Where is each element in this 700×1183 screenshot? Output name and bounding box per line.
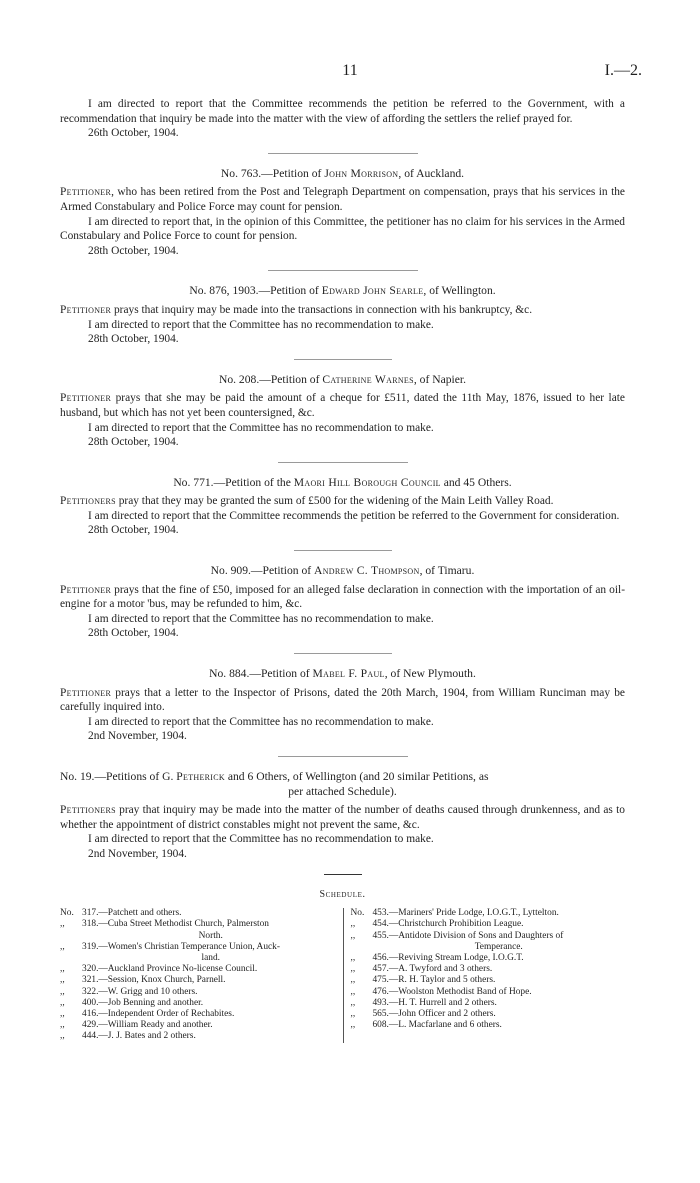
petition-summary: Petitioner prays that she may be paid the amount of a cheque for £511, dated the 11th May, 1876, issued to her late husband, but which has not yet been countersigned, &c. [60,392,625,419]
schedule-entry [350,998,625,1009]
schedule-entry-text: 319.—Women's Christian Temperance Union, Auck- land. [82,941,280,963]
petition-heading: No. 208.—Petition of Catherine Warnes, of Napier. [218,372,467,386]
petitioner-name: Edward John Searle [321,284,424,298]
schedule-entry-mark: No. [350,908,365,919]
section-divider [278,462,408,463]
petition-summary: Petitioners pray that inquiry may be made into the matter of the number of deaths caused through drunkenness, and as to whether the appointment of district constables might not prevent the same, &c. [60,804,625,831]
schedule-entry [60,975,339,986]
schedule-entry-mark: ,, [350,952,356,963]
schedule-entry-text: 320.—Auckland Province No-license Council. [82,964,258,975]
schedule-entry-mark: ,, [350,1020,356,1031]
section-divider [294,653,392,654]
page-reference: I.—2. [604,62,642,79]
page-number: 11 [342,62,358,79]
schedule-entry [60,998,339,1009]
petition-heading: No. 19.—Petitions of G. Petherick and 6 Others, of Wellington (and 20 similar Petitions, as per attached Schedule). [60,770,489,798]
schedule-entry [350,1009,625,1020]
petition-summary: Petitioner, who has been retired from the Post and Telegraph Department on compensation, prays that his services in the Armed Constabulary and Police Force may count for pension. [60,186,625,213]
petition-heading: No. 884.—Petition of Mabel F. Paul, of New Plymouth. [209,667,476,681]
report-paragraph: I am directed to report that the Committee has no recommendation to make. [88,318,434,331]
schedule-entry-mark: ,, [350,930,356,941]
schedule-entry-mark: ,, [350,1008,356,1019]
schedule-entry-mark: No. [60,908,74,919]
schedule-entry [350,908,625,919]
schedule-entry [60,987,339,998]
petition-section [60,167,625,259]
report-paragraph: I am directed to report that the Committee has no recommendation to make. [88,612,434,625]
schedule-entry-text: 322.—W. Grigg and 10 others. [82,986,198,997]
report-date: 26th October, 1904. [88,127,179,140]
petitioner-name: Maori Hill Borough Council [293,475,441,489]
schedule-title: Schedule. [319,888,366,900]
schedule-entry-mark: ,, [350,919,356,930]
schedule-entry-text: 565.—John Officer and 2 others. [372,1008,496,1019]
schedule-entry-text: 456.—Reviving Stream Lodge, I.O.G.T. [372,952,524,963]
petition-summary: Petitioners pray that they may be granted the sum of £500 for the widening of the Main Leith Valley Road. [60,495,554,508]
petition-section [60,770,625,862]
petition-section [60,476,625,538]
schedule-entry-text: 444.—J. J. Bates and 2 others. [82,1031,196,1042]
report-date: 2nd November, 1904. [88,730,187,743]
schedule-entry-text: 455.—Antidote Division of Sons and Daughters of Temperance. [372,930,564,952]
petition-section [60,97,625,141]
schedule-right-column [344,908,625,1042]
schedule-entry-text: 321.—Session, Knox Church, Parnell. [82,975,226,986]
schedule-entry-text: 475.—R. H. Taylor and 5 others. [372,975,496,986]
schedule-entry-text: 317.—Patchett and others. [82,908,182,919]
section-divider [324,874,362,875]
petition-heading: No. 763.—Petition of John Morrison, of Auckland. [220,166,465,180]
report-paragraph: I am directed to report that the Committee recommends the petition be referred to the Government for consideration. [88,509,620,522]
section-divider [294,550,392,551]
schedule-entry-text: 608.—L. Macfarlane and 6 others. [372,1020,502,1031]
report-date: 28th October, 1904. [88,244,179,257]
schedule-entry-text: 454.—Christchurch Prohibition League. [372,919,524,930]
report-paragraph: I am directed to report that the Committee has no recommendation to make. [88,715,434,728]
report-paragraph: I am directed to report that the Committee recommends the petition be referred to the Government, with a recommendation that inquiry be made into the matter with the view of affording the settlers the relief prayed for. [60,98,625,125]
schedule-entry-mark: ,, [60,1020,65,1031]
report-paragraph: I am directed to report that the Committee has no recommendation to make. [88,833,434,846]
schedule-entry [350,931,625,953]
schedule-entry [350,964,625,975]
schedule-left-column [60,908,344,1042]
section-divider [294,359,392,360]
report-date: 2nd November, 1904. [88,847,187,860]
schedule-entry-mark: ,, [60,975,65,986]
schedule-entry-text: 453.—Mariners' Pride Lodge, I.O.G.T., Lyttelton. [372,908,559,919]
petition-section [60,373,625,450]
schedule-entry [60,1020,339,1031]
report-date: 28th October, 1904. [88,524,179,537]
schedule-entry-text: 476.—Woolston Methodist Band of Hope. [372,986,532,997]
schedule-entry-mark: ,, [350,986,356,997]
schedule-table [60,908,625,1042]
schedule-entry-text: 416.—Independent Order of Rechabites. [82,1008,235,1019]
petitioner-name: Andrew C. Thompson [314,564,420,578]
document-body [60,97,625,1043]
petition-heading: No. 909.—Petition of Andrew C. Thompson, of Timaru. [210,564,475,578]
schedule-entry [350,919,625,930]
schedule-entry-text: 400.—Job Benning and another. [82,997,204,1008]
schedule-entry-mark: ,, [60,919,65,930]
petition-section [60,667,625,744]
petition-summary: Petitioner prays that the fine of £50, imposed for an alleged false declaration in connection with the importation of an oil-engine for a motor 'bus, may be refunded to him, &c. [60,583,625,611]
schedule-entry [60,964,339,975]
schedule-entry-text: 318.—Cuba Street Methodist Church, Palmerston North. [82,919,269,941]
schedule-entry [60,1009,339,1020]
petition-section [60,284,625,346]
schedule-entry [350,1020,625,1031]
petitioner-name: Petherick [176,770,225,783]
petitioner-name: Catherine Warnes [322,372,414,386]
petitioner-name: Mabel F. Paul [312,667,385,681]
schedule-entry [60,919,339,941]
schedule-entry-text: 429.—William Ready and another. [82,1020,213,1031]
schedule-entry [350,987,625,998]
schedule-entry [60,908,339,919]
section-divider [268,153,418,154]
report-date: 28th October, 1904. [88,333,179,346]
report-date: 28th October, 1904. [88,436,179,449]
section-divider [278,756,408,757]
schedule-entry [60,942,339,964]
schedule-entry-mark: ,, [350,975,356,986]
petition-heading: No. 876, 1903.—Petition of Edward John Searle, of Wellington. [189,284,496,298]
report-paragraph: I am directed to report that the Committee has no recommendation to make. [88,421,434,434]
schedule-entry [350,953,625,964]
schedule-entry-mark: ,, [60,941,65,952]
report-paragraph: I am directed to report that, in the opinion of this Committee, the petitioner has no claim for his services in the Armed Constabulary and Police Force to count for pension. [60,215,625,243]
schedule-entry-mark: ,, [60,1031,65,1042]
schedule-entry-text: 493.—H. T. Hurrell and 2 others. [372,997,497,1008]
schedule-entry-mark: ,, [350,997,356,1008]
petition-summary: Petitioner prays that inquiry may be made into the transactions in connection with his bankruptcy, &c. [60,303,533,316]
petition-section [60,564,625,641]
schedule-entry-mark: ,, [60,997,65,1008]
petitioner-name: John Morrison [324,166,399,180]
schedule-entry [350,975,625,986]
section-divider [268,270,418,271]
schedule-entry-mark: ,, [60,964,65,975]
schedule-entry-mark: ,, [350,964,356,975]
schedule-entry-mark: ,, [60,986,65,997]
petition-heading: No. 771.—Petition of the Maori Hill Borough Council and 45 Others. [173,475,512,489]
schedule-entry-text: 457.—A. Twyford and 3 others. [372,964,493,975]
schedule-entry-mark: ,, [60,1008,65,1019]
petition-summary: Petitioner prays that a letter to the Inspector of Prisons, dated the 20th March, 1904, from William Runciman may be carefully inquired into. [60,686,625,714]
schedule-entry [60,1031,339,1042]
report-date: 28th October, 1904. [88,627,179,640]
